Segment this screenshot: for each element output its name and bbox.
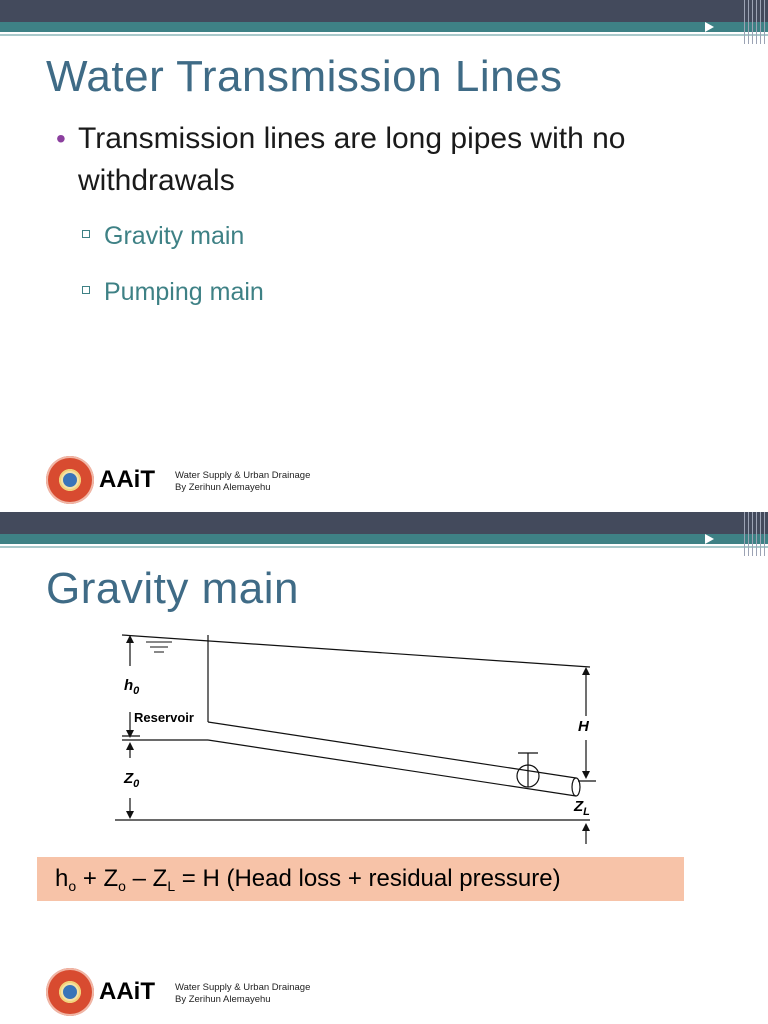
gravity-main-diagram	[110, 630, 610, 850]
footer-course: Water Supply & Urban Drainage	[175, 982, 311, 993]
slide-gravity-main	[0, 512, 768, 1024]
square-bullet-icon	[82, 230, 90, 238]
label-zL: $Z_L$	[574, 798, 590, 818]
subitem-label: Gravity main	[104, 222, 245, 250]
footer-text	[175, 982, 310, 1006]
label-z0: $Z_0$	[124, 770, 140, 790]
header-band-arrow	[705, 22, 714, 32]
square-bullet-icon	[82, 286, 90, 294]
subitem-label: Pumping main	[104, 278, 264, 306]
footer-text	[175, 470, 310, 494]
bullet-dot-icon: •	[56, 123, 66, 154]
label-h0: $h_0$	[124, 677, 140, 697]
header-band-line	[0, 34, 768, 36]
header-band-dark	[0, 0, 768, 22]
header-band-teal	[0, 534, 768, 544]
equation: $h_o + Z_o - Z_L = H$ (Head loss + residual pressure)	[55, 865, 561, 894]
bullet-item	[56, 118, 736, 202]
footer-author: By Zerihun Alemayehu	[175, 482, 271, 493]
bullet-text: Transmission lines are long pipes with no withdrawals	[78, 122, 626, 197]
footer-course: Water Supply & Urban Drainage	[175, 470, 311, 481]
header-band-stripes	[744, 0, 768, 44]
pipe-top-line	[208, 722, 576, 778]
water-surface-icon	[146, 642, 172, 652]
header-band-dark	[0, 512, 768, 534]
header-band-arrow	[705, 534, 714, 544]
label-reservoir: Reservoir	[134, 710, 194, 725]
subitem-gravity-main	[82, 222, 244, 251]
header-band-line	[0, 546, 768, 548]
equation-box	[37, 857, 684, 901]
slide-title: Gravity main	[46, 564, 299, 613]
header-band-teal	[0, 22, 768, 32]
slide-title: Water Transmission Lines	[46, 52, 563, 101]
footer-brand: AAiT	[99, 466, 155, 493]
footer-author: By Zerihun Alemayehu	[175, 994, 271, 1005]
label-H: H	[578, 718, 589, 735]
aait-logo-icon	[46, 968, 94, 1016]
aait-logo-icon	[46, 456, 94, 504]
footer-brand: AAiT	[99, 978, 155, 1005]
subitem-pumping-main	[82, 278, 264, 307]
hydraulic-grade-line	[122, 635, 590, 667]
header-band-stripes	[744, 512, 768, 556]
